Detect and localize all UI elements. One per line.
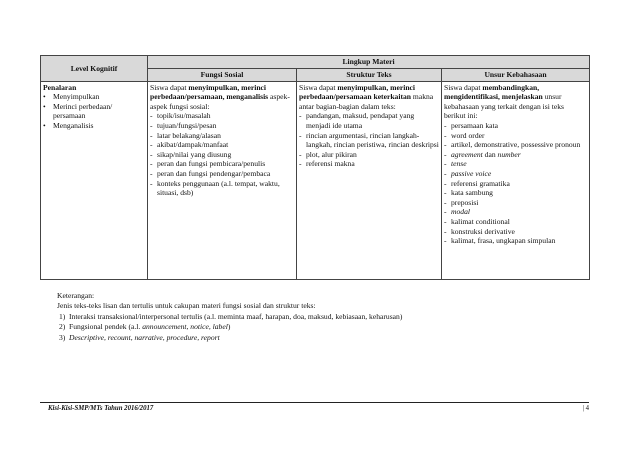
unsur-kebahasaan-cell [442, 81, 590, 279]
list-item: - artikel, demonstrative, possessive pronoun [444, 140, 587, 150]
level-cell [41, 81, 148, 279]
list-item: 2) Fungsional pendek (a.l. announcement, notice, label) [59, 322, 231, 332]
list-item: - peran dan fungsi pembicara/penulis [150, 159, 294, 169]
kisi-kisi-table [40, 55, 590, 280]
list-item: - topik/isu/masalah [150, 111, 294, 121]
struktur-intro: Siswa dapat menyimpulkan, merinci perbedaan/persamaan keterkaitan makna antar bagian-bagian dalam teks: [299, 82, 434, 111]
level-title: Penalaran [43, 82, 77, 92]
list-item: - kata sambung [444, 188, 587, 198]
list-item: - peran dan fungsi pendengar/pembaca [150, 169, 294, 179]
list-item: - referensi gramatika [444, 179, 587, 189]
fungsi-sosial-header: Fungsi Sosial [148, 69, 297, 82]
list-item: - latar belakang/alasan [150, 131, 294, 141]
list-item: 3) Descriptive, recount, narrative, procedure, report [59, 332, 220, 342]
struktur-teks-cell [297, 81, 442, 279]
list-item: - kalimat, frasa, ungkapan simpulan [444, 236, 587, 246]
list-item: - rincian argumentasi, rincian langkah-langkah, rincian peristiwa, rincian deskripsi [299, 131, 439, 150]
notes-line: Jenis teks-teks lisan dan tertulis untuk cakupan materi fungsi sosial dan struktur teks: [57, 301, 316, 311]
list-item: • Merinci perbedaan/ persamaan [43, 102, 145, 121]
list-item: - referensi makna [299, 159, 439, 169]
list-item: - sikap/nilai yang diusung [150, 150, 294, 160]
fungsi-sosial-cell [148, 81, 297, 279]
struktur-list [299, 111, 439, 169]
list-item: - tense [444, 159, 587, 169]
list-item: - konstruksi derivative [444, 227, 587, 237]
lingkup-materi-header: Lingkup Materi [148, 56, 590, 69]
list-item: - agreement dan number [444, 150, 587, 160]
struktur-teks-header: Struktur Teks [297, 69, 442, 82]
unsur-intro: Siswa dapat membandingkan, mengidentifikasi, menjelaskan unsur kebahasaan yang terkait dengan isi teks berikut ini: [444, 82, 564, 121]
list-item: - pandangan, maksud, pendapat yang menjadi ide utama [299, 111, 439, 130]
notes-list [57, 312, 577, 343]
list-item: - tujuan/fungsi/pesan [150, 121, 294, 131]
list-item: - word order [444, 131, 587, 141]
list-item: • Menganalisis [43, 121, 145, 131]
list-item: - konteks penggunaan (a.l. tempat, waktu, situasi, dsb) [150, 179, 294, 198]
page-number: | 4 [582, 405, 589, 412]
list-item: - akibat/dampak/manfaat [150, 140, 294, 150]
list-item: 1) Interaksi transaksional/interpersonal tertulis (a.l. meminta maaf, harapan, doa, maksud, kebiasaan, keharusan) [59, 311, 403, 321]
page-footer [40, 402, 589, 415]
unsur-list [444, 121, 587, 246]
list-item: • Menyimpulkan [43, 92, 145, 102]
list-item: - passive voice [444, 169, 587, 179]
list-item: - kalimat conditional [444, 217, 587, 227]
fungsi-list [150, 111, 294, 197]
list-item: - modal [444, 207, 587, 217]
level-kognitif-header: Level Kognitif [41, 56, 148, 82]
fungsi-intro: Siswa dapat menyimpulkan, merinci perbedaan/persamaan, menganalisis aspek-aspek fungsi sosial: [150, 82, 290, 111]
notes-section [57, 291, 577, 343]
list-item: - plot, alur pikiran [299, 150, 439, 160]
level-list [43, 92, 145, 130]
list-item: - persamaan kata [444, 121, 587, 131]
unsur-kebahasaan-header: Unsur Kebahasaan [442, 69, 590, 82]
list-item: - preposisi [444, 198, 587, 208]
footer-title: Kisi-Kisi-SMP/MTs Tahun 2016/2017 [48, 405, 154, 412]
notes-label: Keterangan: [57, 291, 95, 300]
